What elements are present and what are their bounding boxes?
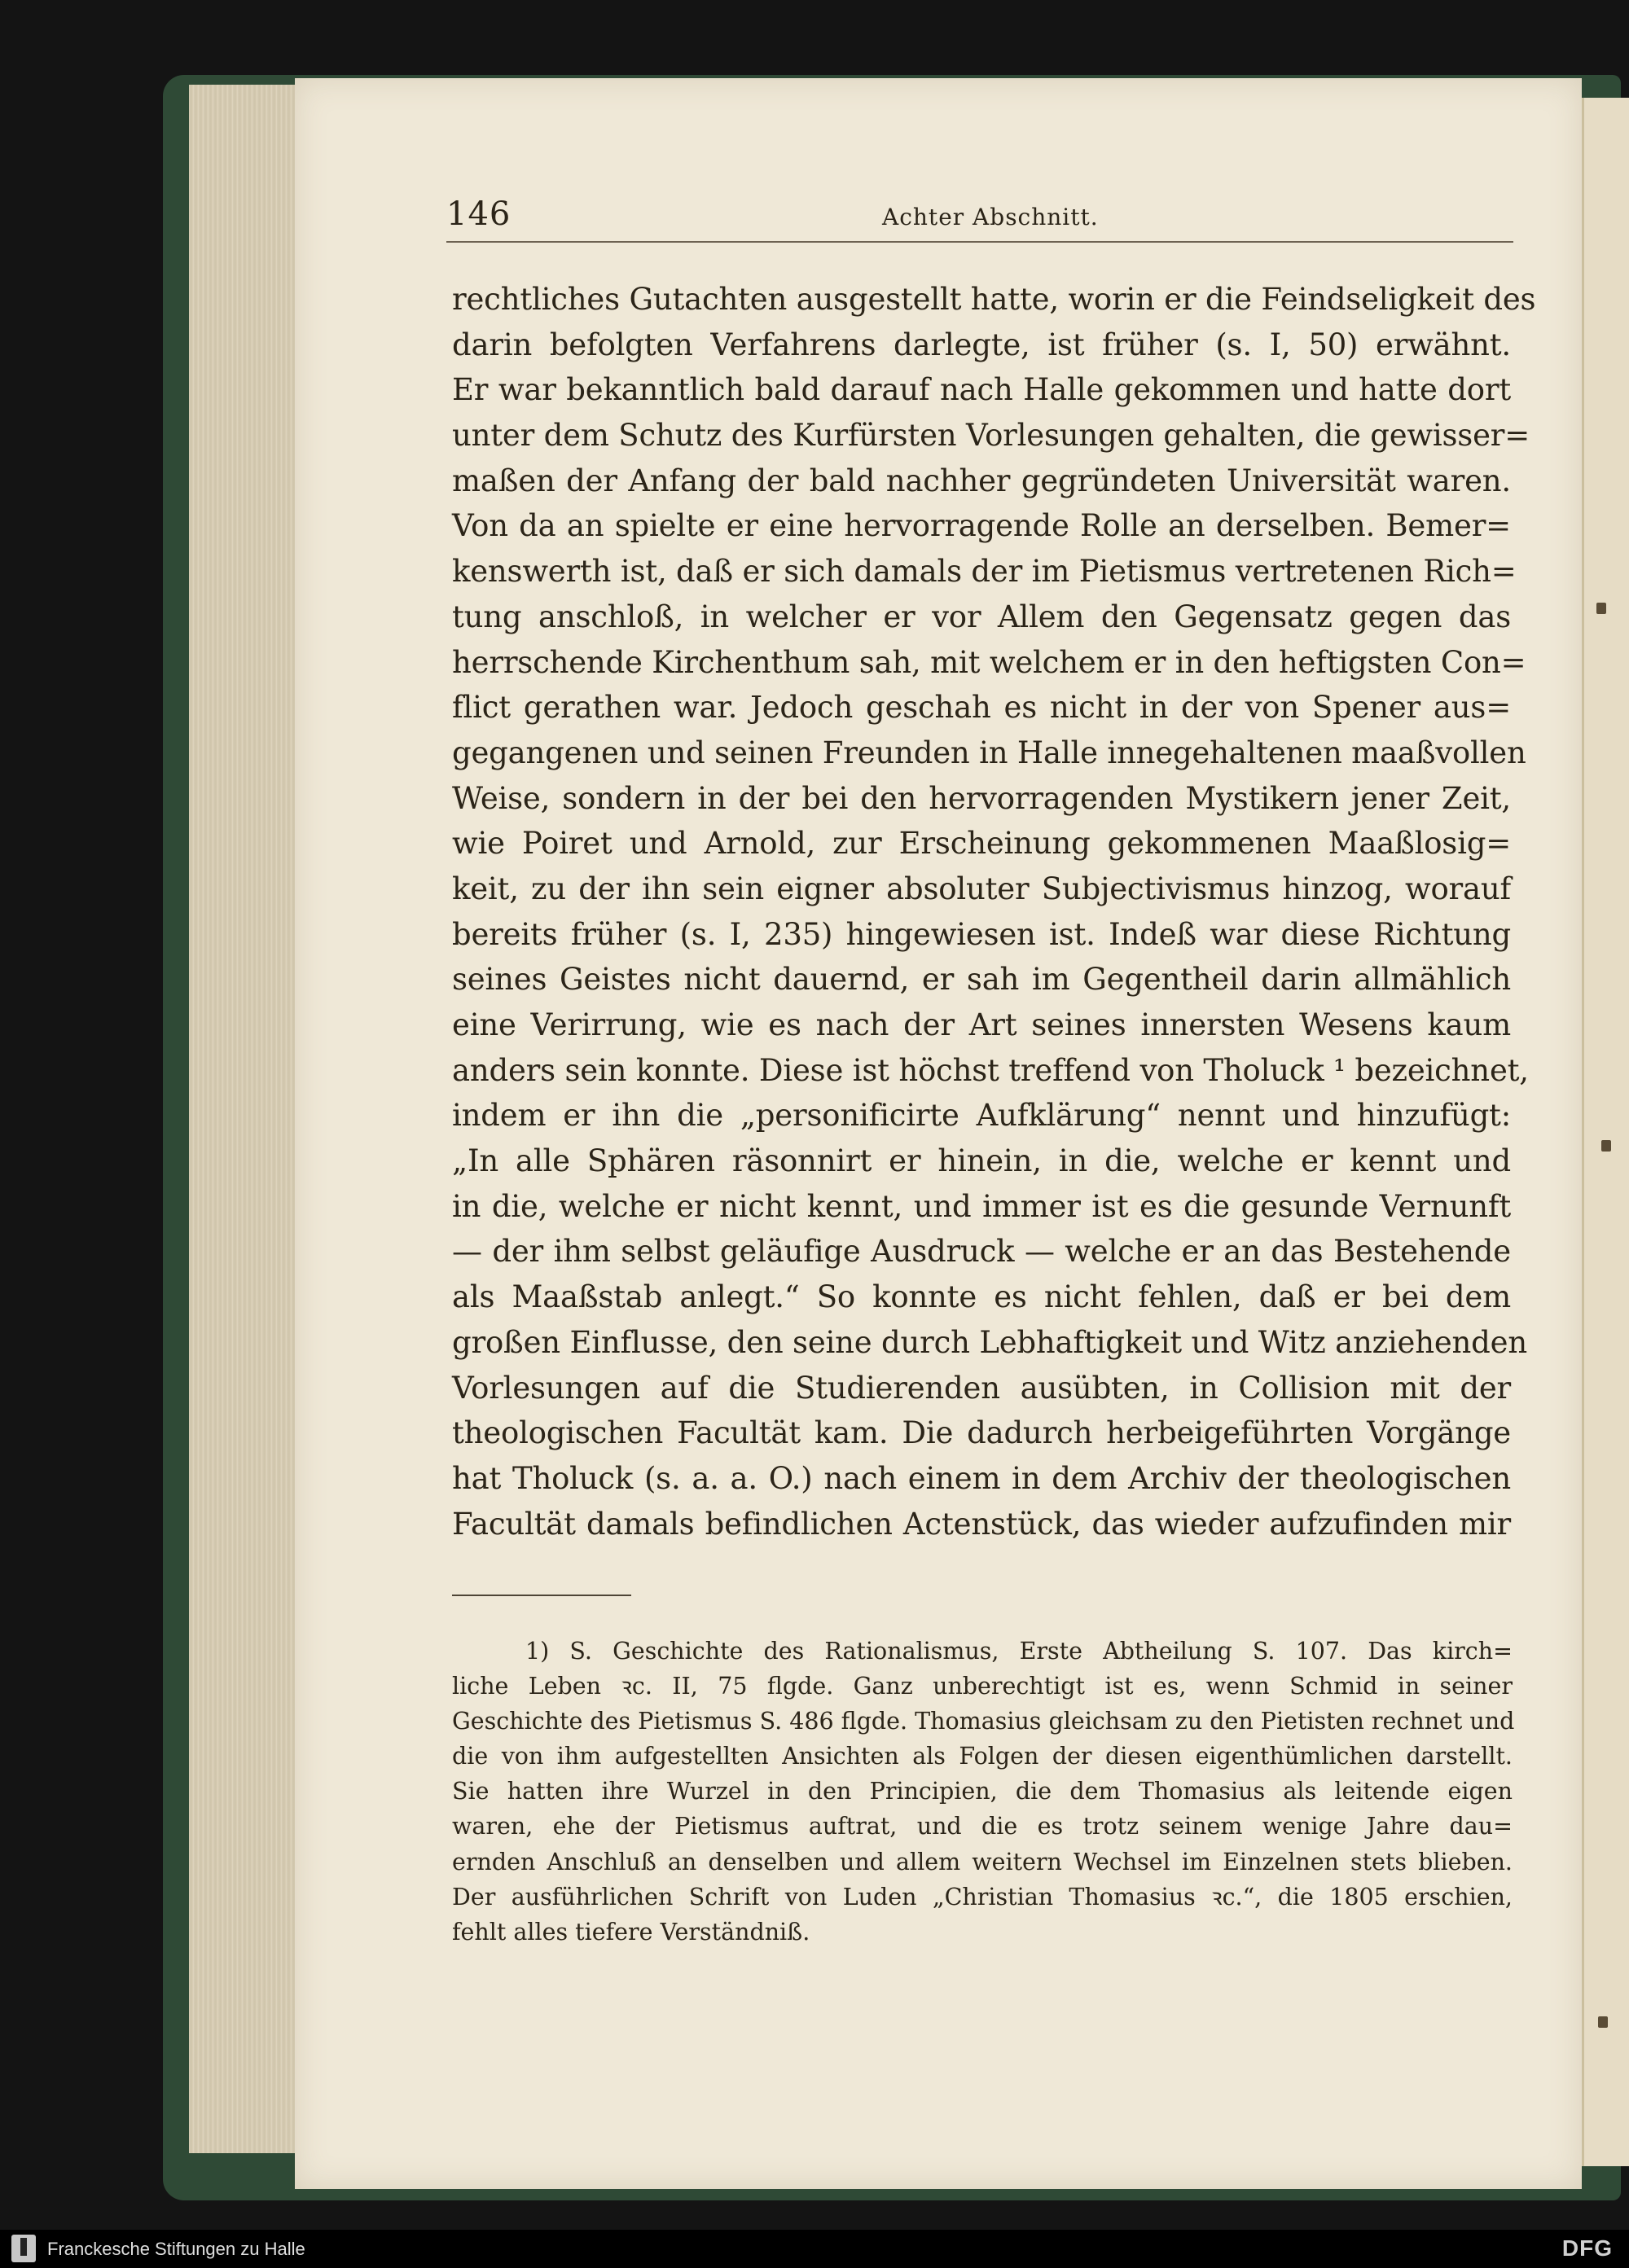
text-line: indem er ihn die „personificirte Aufklärung“ nennt und hinzufügt: — [452, 1098, 1511, 1134]
footnote-line: ernden Anschluß an denselben und allem weitern Wechsel im Einzelnen stets blieben. — [452, 1848, 1513, 1875]
page-edge-mark — [1596, 603, 1606, 614]
page-number: 146 — [446, 195, 512, 233]
text-line: darin befolgten Verfahrens darlegte, ist früher (s. I, 50) erwähnt. — [452, 327, 1511, 362]
text-line: unter dem Schutz des Kurfürsten Vorlesungen gehalten, die gewisser= — [452, 418, 1530, 454]
text-line: „In alle Sphären räsonnirt er hinein, in die, welche er kennt und — [452, 1143, 1511, 1179]
text-line: hat Tholuck (s. a. a. O.) nach einem in dem Archiv der theologischen — [452, 1460, 1511, 1496]
text-line: Von da an spielte er eine hervorragende Rolle an derselben. Bemer= — [452, 508, 1511, 544]
page-edge-mark — [1598, 2016, 1608, 2028]
text-line: keit, zu der ihn sein eigner absoluter Subjectivismus hinzog, worauf — [452, 871, 1511, 906]
text-line: kenswerth ist, daß er sich damals der im Pietismus vertretenen Rich= — [452, 554, 1517, 590]
footnote-line: Sie hatten ihre Wurzel in den Principien, die dem Thomasius als leitende eigen — [452, 1778, 1513, 1805]
text-line: wie Poiret und Arnold, zur Erscheinung gekommenen Maaßlosig= — [452, 826, 1511, 862]
text-line: Vorlesungen auf die Studierenden ausübten, in Collision mit der — [452, 1370, 1511, 1406]
footnote-line: 1) S. Geschichte des Rationalismus, Erste Abtheilung S. 107. Das kirch= — [525, 1638, 1513, 1665]
text-line: in die, welche er nicht kennt, und immer ist es die gesunde Vernunft — [452, 1188, 1511, 1224]
institution-logo-icon — [11, 2235, 36, 2262]
text-line: großen Einflusse, den seine durch Lebhaftigkeit und Witz anziehenden — [452, 1324, 1527, 1360]
footnote-line: fehlt alles tiefere Verständniß. — [452, 1918, 810, 1946]
text-line: herrschende Kirchenthum sah, mit welchem er in den heftigsten Con= — [452, 644, 1526, 680]
footnote-line: die von ihm aufgestellten Ansichten als Folgen der diesen eigenthümlichen darstellt. — [452, 1743, 1513, 1770]
footnote-line: Der ausführlichen Schrift von Luden „Christian Thomasius ꝛc.“, die 1805 erschien, — [452, 1883, 1513, 1910]
section-title: Achter Abschnitt. — [882, 204, 1099, 230]
text-line: gegangenen und seinen Freunden in Halle innegehaltenen maaßvollen — [452, 735, 1526, 770]
footer-credit: Franckesche Stiftungen zu Halle — [47, 2239, 305, 2259]
text-line: theologischen Facultät kam. Die dadurch herbeigeführten Vorgänge — [452, 1415, 1511, 1451]
text-line: Facultät damals befindlichen Actenstück, das wieder aufzufinden mir — [452, 1506, 1511, 1542]
page-edge-mark — [1601, 1140, 1611, 1152]
text-line: Weise, sondern in der bei den hervorragenden Mystikern jener Zeit, — [452, 780, 1511, 816]
footnote-rule — [452, 1595, 631, 1596]
running-head — [446, 189, 1513, 243]
footnotes — [452, 1634, 1513, 1950]
text-line: eine Verirrung, wie es nach der Art seines innersten Wesens kaum — [452, 1007, 1511, 1042]
text-line: anders sein konnte. Diese ist höchst treffend von Tholuck ¹ bezeichnet, — [452, 1052, 1529, 1088]
text-line: bereits früher (s. I, 235) hingewiesen ist. Indeß war diese Richtung — [452, 916, 1511, 952]
text-line: rechtliches Gutachten ausgestellt hatte, worin er die Feindseligkeit des — [452, 282, 1536, 317]
text-line: Er war bekanntlich bald darauf nach Halle gekommen und hatte dort — [452, 372, 1511, 408]
text-line: tung anschloß, in welcher er vor Allem den Gegensatz gegen das — [452, 599, 1511, 634]
footnote-line: waren, ehe der Pietismus auftrat, und die es trotz seinem wenige Jahre dau= — [452, 1813, 1513, 1840]
text-line: als Maaßstab anlegt.“ So konnte es nicht fehlen, daß er bei dem — [452, 1279, 1511, 1315]
text-line: — der ihm selbst geläufige Ausdruck — welche er an das Bestehende — [452, 1234, 1511, 1270]
footnote-line: Geschichte des Pietismus S. 486 flgde. Thomasius gleichsam zu den Pietisten rechnet und — [452, 1708, 1515, 1735]
facing-page-edge — [1582, 98, 1629, 2166]
text-line: seines Geistes nicht dauernd, er sah im Gegentheil darin allmählich — [452, 962, 1511, 998]
body-text — [452, 277, 1536, 1546]
dfg-logo: DFG — [1561, 2235, 1613, 2261]
footnote-line: liche Leben ꝛc. II, 75 flgde. Ganz unberechtigt ist es, wenn Schmid in seiner — [452, 1673, 1513, 1700]
footer-bar — [0, 2230, 1629, 2268]
text-line: maßen der Anfang der bald nachher gegründeten Universität waren. — [452, 463, 1511, 498]
text-line: flict gerathen war. Jedoch geschah es nicht in der von Spener aus= — [452, 690, 1511, 726]
page-stack-edge — [189, 85, 296, 2153]
